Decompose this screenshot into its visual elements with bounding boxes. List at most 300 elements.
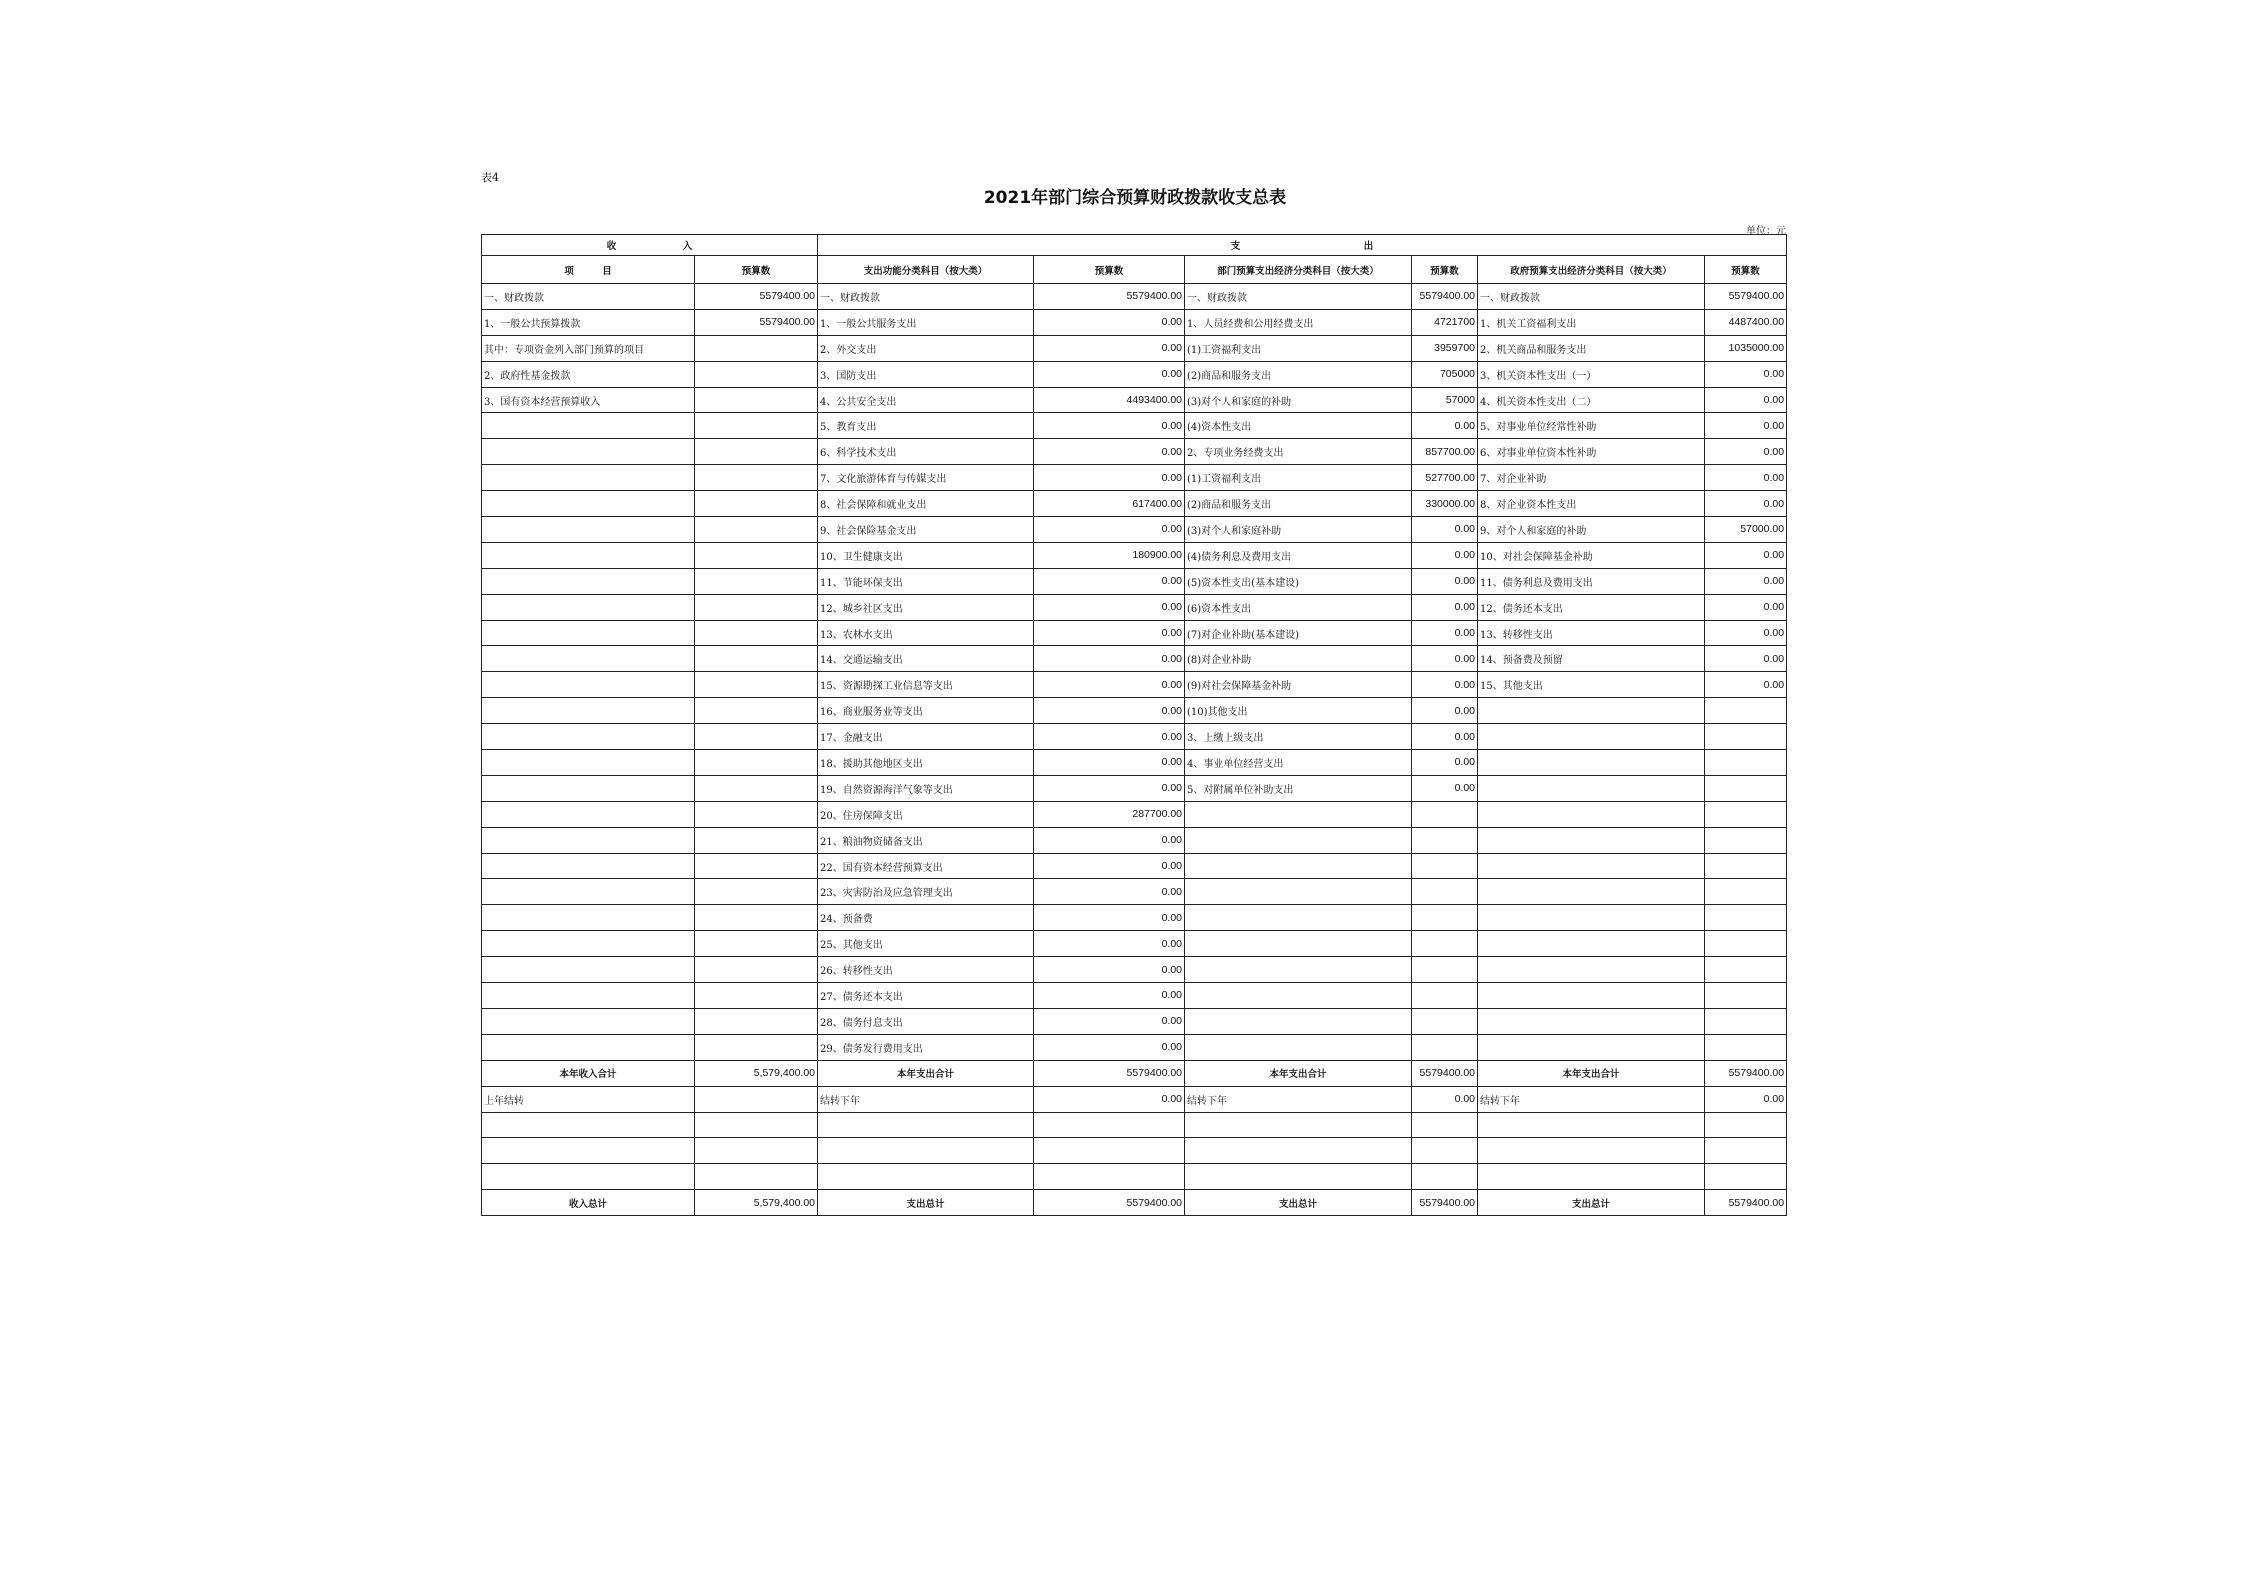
func-budget-cell: 0.00 (1034, 517, 1185, 543)
gov-econ-budget-cell: 0.00 (1705, 568, 1787, 594)
document-title: 2021年部门综合预算财政拨款收支总表 (983, 188, 1287, 208)
func-budget-cell: 0.00 (1034, 879, 1185, 905)
gov-econ-item-cell: 1、机关工资福利支出 (1478, 309, 1705, 335)
func-budget-cell: 0.00 (1034, 983, 1185, 1009)
dept-econ-item-cell: (9)对社会保障基金补助 (1185, 672, 1412, 698)
income-item-total-cell: 收入总计 (482, 1190, 695, 1216)
income-item-cell: 3、国有资本经营预算收入 (482, 387, 695, 413)
func-budget-cell: 0.00 (1034, 335, 1185, 361)
gov-econ-budget-cell: 4487400.00 (1705, 309, 1787, 335)
gov-econ-budget-cell (1705, 724, 1787, 750)
income-item-cell (482, 542, 695, 568)
func-item-subtotal-cell: 本年支出合计 (818, 1060, 1034, 1086)
table-row (482, 1008, 1787, 1034)
income-item-cell (482, 905, 695, 931)
table-row (482, 853, 1787, 879)
table-row (482, 594, 1787, 620)
table-row (482, 335, 1787, 361)
income-budget-carry-cell (695, 1086, 818, 1112)
func-item-cell: 4、公共安全支出 (818, 387, 1034, 413)
unit-label: 单位：元 (1746, 226, 1786, 237)
income-item-cell (482, 983, 695, 1009)
gov-econ-item-cell (1478, 698, 1705, 724)
table-row (482, 646, 1787, 672)
blank-cell (818, 1164, 1034, 1190)
blank-cell (482, 1138, 695, 1164)
income-budget-cell (695, 387, 818, 413)
gov-econ-item-total-cell: 支出总计 (1478, 1190, 1705, 1216)
func-item-cell: 13、农林水支出 (818, 620, 1034, 646)
func-budget-cell: 0.00 (1034, 698, 1185, 724)
income-item-cell (482, 646, 695, 672)
income-item-cell (482, 1034, 695, 1060)
table-row (482, 413, 1787, 439)
dept-econ-item-cell: (10)其他支出 (1185, 698, 1412, 724)
dept-econ-budget-cell: 4721700 (1412, 309, 1478, 335)
func-item-cell: 9、社会保险基金支出 (818, 517, 1034, 543)
func-item-cell: 22、国有资本经营预算支出 (818, 853, 1034, 879)
blank-cell (1705, 1164, 1787, 1190)
dept-econ-budget-cell: 5579400.00 (1412, 284, 1478, 310)
func-item-cell: 21、粮油物资储备支出 (818, 827, 1034, 853)
func-item-cell: 29、债务发行费用支出 (818, 1034, 1034, 1060)
dept-econ-budget-cell: 330000.00 (1412, 491, 1478, 517)
func-item-cell: 20、住房保障支出 (818, 801, 1034, 827)
dept-econ-item-cell: 一、财政拨款 (1185, 284, 1412, 310)
blank-cell (695, 1138, 818, 1164)
income-item-cell: 其中：专项资金列入部门预算的项目 (482, 335, 695, 361)
dept-econ-item-cell: 4、事业单位经营支出 (1185, 750, 1412, 776)
gov-econ-budget-cell (1705, 1034, 1787, 1060)
gov-econ-item-cell: 10、对社会保障基金补助 (1478, 542, 1705, 568)
table-row (482, 879, 1787, 905)
func-budget-cell: 0.00 (1034, 827, 1185, 853)
func-item-cell: 23、灾害防治及应急管理支出 (818, 879, 1034, 905)
income-item-cell (482, 879, 695, 905)
dept-econ-item-cell: (4)资本性支出 (1185, 413, 1412, 439)
blank-cell (818, 1112, 1034, 1138)
income-budget-subtotal-cell: 5,579,400.00 (695, 1060, 818, 1086)
dept-econ-budget-cell: 705000 (1412, 361, 1478, 387)
income-item-cell: 2、政府性基金拨款 (482, 361, 695, 387)
func-item-cell: 1、一般公共服务支出 (818, 309, 1034, 335)
gov-econ-item-cell: 3、机关资本性支出（一） (1478, 361, 1705, 387)
gov-econ-budget-total-cell: 5579400.00 (1705, 1190, 1787, 1216)
func-item-cell: 6、科学技术支出 (818, 439, 1034, 465)
income-item-carry-cell: 上年结转 (482, 1086, 695, 1112)
func-budget-cell: 0.00 (1034, 905, 1185, 931)
income-item-cell (482, 568, 695, 594)
func-item-cell: 一、财政拨款 (818, 284, 1034, 310)
income-item-cell: 一、财政拨款 (482, 284, 695, 310)
gov-econ-item-carry-cell: 结转下年 (1478, 1086, 1705, 1112)
blank-cell (818, 1138, 1034, 1164)
gov-econ-budget-cell: 0.00 (1705, 361, 1787, 387)
dept-econ-budget-cell: 0.00 (1412, 724, 1478, 750)
gov-econ-budget-cell (1705, 879, 1787, 905)
dept-econ-item-cell: (2)商品和服务支出 (1185, 491, 1412, 517)
dept-econ-item-cell (1185, 983, 1412, 1009)
dept-econ-budget-cell: 0.00 (1412, 620, 1478, 646)
dept-econ-budget-cell: 0.00 (1412, 672, 1478, 698)
dept-econ-budget-cell: 3959700 (1412, 335, 1478, 361)
income-item-cell (482, 620, 695, 646)
income-budget-cell (695, 517, 818, 543)
income-budget-cell (695, 775, 818, 801)
income-budget-cell (695, 750, 818, 776)
gov-econ-budget-cell (1705, 905, 1787, 931)
func-item-cell: 14、交通运输支出 (818, 646, 1034, 672)
income-item-cell (482, 724, 695, 750)
income-budget-cell (695, 672, 818, 698)
table-row (482, 801, 1787, 827)
table-row (482, 698, 1787, 724)
func-item-cell: 26、转移性支出 (818, 957, 1034, 983)
income-item-cell (482, 931, 695, 957)
gov-econ-item-cell (1478, 879, 1705, 905)
func-item-cell: 3、国防支出 (818, 361, 1034, 387)
dept-econ-item-subtotal-cell: 本年支出合计 (1185, 1060, 1412, 1086)
blank-row (482, 1112, 1787, 1138)
dept-econ-budget-cell: 527700.00 (1412, 465, 1478, 491)
func-budget-cell: 0.00 (1034, 1034, 1185, 1060)
gov-econ-budget-cell (1705, 957, 1787, 983)
gov-econ-budget-cell (1705, 775, 1787, 801)
gov-econ-budget-cell: 0.00 (1705, 646, 1787, 672)
dept-econ-budget-cell: 0.00 (1412, 542, 1478, 568)
func-budget-cell: 4493400.00 (1034, 387, 1185, 413)
dept-econ-budget-cell (1412, 1034, 1478, 1060)
dept-econ-item-cell: (8)对企业补助 (1185, 646, 1412, 672)
func-budget-cell: 0.00 (1034, 309, 1185, 335)
column-header-row (482, 256, 1787, 284)
dept-econ-item-total-cell: 支出总计 (1185, 1190, 1412, 1216)
blank-cell (1034, 1138, 1185, 1164)
income-budget-cell (695, 542, 818, 568)
income-budget-cell: 5579400.00 (695, 309, 818, 335)
table-row (482, 905, 1787, 931)
income-item-cell (482, 465, 695, 491)
func-budget-cell: 0.00 (1034, 568, 1185, 594)
func-item-cell: 2、外交支出 (818, 335, 1034, 361)
income-budget-cell (695, 620, 818, 646)
gov-econ-item-cell: 14、预备费及预留 (1478, 646, 1705, 672)
table-row (482, 1034, 1787, 1060)
col-header-gov-econ-budget: 预算数 (1705, 256, 1787, 284)
col-header-dept-econ-class: 部门预算支出经济分类科目（按大类） (1185, 256, 1412, 284)
func-budget-cell: 0.00 (1034, 413, 1185, 439)
gov-econ-budget-cell: 5579400.00 (1705, 284, 1787, 310)
dept-econ-item-cell: (3)对个人和家庭的补助 (1185, 387, 1412, 413)
blank-cell (695, 1112, 818, 1138)
income-budget-cell (695, 594, 818, 620)
dept-econ-item-cell: (5)资本性支出(基本建设) (1185, 568, 1412, 594)
func-budget-cell: 0.00 (1034, 931, 1185, 957)
income-budget-cell (695, 931, 818, 957)
dept-econ-budget-cell (1412, 853, 1478, 879)
dept-econ-item-cell: (1)工资福利支出 (1185, 465, 1412, 491)
blank-cell (482, 1164, 695, 1190)
func-budget-cell: 0.00 (1034, 646, 1185, 672)
dept-econ-item-cell (1185, 931, 1412, 957)
table-row (482, 750, 1787, 776)
subtotal-row (482, 1060, 1787, 1086)
func-item-carry-cell: 结转下年 (818, 1086, 1034, 1112)
table-row (482, 620, 1787, 646)
dept-econ-item-cell: (1)工资福利支出 (1185, 335, 1412, 361)
gov-econ-item-cell: 7、对企业补助 (1478, 465, 1705, 491)
dept-econ-item-cell (1185, 879, 1412, 905)
income-budget-cell (695, 361, 818, 387)
gov-econ-item-cell: 9、对个人和家庭的补助 (1478, 517, 1705, 543)
blank-cell (695, 1164, 818, 1190)
func-budget-cell: 617400.00 (1034, 491, 1185, 517)
gov-econ-item-cell (1478, 827, 1705, 853)
income-budget-cell (695, 801, 818, 827)
blank-cell (1705, 1112, 1787, 1138)
income-item-cell (482, 439, 695, 465)
income-item-subtotal-cell: 本年收入合计 (482, 1060, 695, 1086)
gov-econ-item-cell: 2、机关商品和服务支出 (1478, 335, 1705, 361)
gov-econ-budget-cell (1705, 750, 1787, 776)
func-item-cell: 24、预备费 (818, 905, 1034, 931)
func-item-cell: 10、卫生健康支出 (818, 542, 1034, 568)
col-header-item: 项 目 (482, 256, 695, 284)
income-section-header: 收 入 (482, 235, 818, 256)
dept-econ-budget-cell: 0.00 (1412, 646, 1478, 672)
gov-econ-budget-subtotal-cell: 5579400.00 (1705, 1060, 1787, 1086)
table-row (482, 724, 1787, 750)
gov-econ-item-cell: 4、机关资本性支出（二） (1478, 387, 1705, 413)
dept-econ-item-cell: 3、上缴上级支出 (1185, 724, 1412, 750)
dept-econ-budget-cell (1412, 905, 1478, 931)
budget-table (481, 234, 1787, 1216)
blank-cell (1185, 1112, 1412, 1138)
func-item-cell: 8、社会保障和就业支出 (818, 491, 1034, 517)
income-budget-cell (695, 827, 818, 853)
income-item-cell (482, 698, 695, 724)
income-budget-cell (695, 1008, 818, 1034)
blank-cell (1705, 1138, 1787, 1164)
table-row (482, 542, 1787, 568)
col-header-income-budget: 预算数 (695, 256, 818, 284)
income-budget-cell (695, 1034, 818, 1060)
blank-row (482, 1164, 1787, 1190)
gov-econ-budget-cell: 57000.00 (1705, 517, 1787, 543)
gov-econ-budget-cell (1705, 853, 1787, 879)
blank-cell (1185, 1164, 1412, 1190)
gov-econ-item-cell (1478, 853, 1705, 879)
col-header-dept-econ-budget: 预算数 (1412, 256, 1478, 284)
table-row (482, 568, 1787, 594)
func-budget-cell: 0.00 (1034, 594, 1185, 620)
gov-econ-budget-cell: 0.00 (1705, 620, 1787, 646)
table-row (482, 361, 1787, 387)
income-item-cell (482, 1008, 695, 1034)
gov-econ-item-cell (1478, 1034, 1705, 1060)
table-number: 表4 (481, 171, 499, 184)
dept-econ-budget-cell: 0.00 (1412, 568, 1478, 594)
gov-econ-budget-cell (1705, 1008, 1787, 1034)
dept-econ-budget-cell: 57000 (1412, 387, 1478, 413)
dept-econ-budget-cell (1412, 1008, 1478, 1034)
table-row (482, 827, 1787, 853)
income-budget-cell (695, 335, 818, 361)
income-item-cell (482, 491, 695, 517)
blank-cell (1478, 1138, 1705, 1164)
col-header-gov-econ-class: 政府预算支出经济分类科目（按大类） (1478, 256, 1705, 284)
gov-econ-item-cell: 8、对企业资本性支出 (1478, 491, 1705, 517)
table-row (482, 465, 1787, 491)
dept-econ-budget-cell (1412, 983, 1478, 1009)
table-row (482, 491, 1787, 517)
income-budget-cell (695, 905, 818, 931)
dept-econ-budget-cell: 857700.00 (1412, 439, 1478, 465)
income-budget-cell (695, 983, 818, 1009)
table-row (482, 284, 1787, 310)
func-budget-cell: 287700.00 (1034, 801, 1185, 827)
blank-cell (482, 1112, 695, 1138)
expense-section-header: 支 出 (818, 235, 1787, 256)
income-budget-cell: 5579400.00 (695, 284, 818, 310)
dept-econ-item-cell: (3)对个人和家庭补助 (1185, 517, 1412, 543)
dept-econ-item-cell: (6)资本性支出 (1185, 594, 1412, 620)
dept-econ-item-cell: (2)商品和服务支出 (1185, 361, 1412, 387)
gov-econ-item-cell (1478, 750, 1705, 776)
section-header-row (482, 235, 1787, 256)
gov-econ-budget-cell: 0.00 (1705, 672, 1787, 698)
income-item-cell (482, 957, 695, 983)
dept-econ-budget-cell (1412, 827, 1478, 853)
gov-econ-item-cell: 13、转移性支出 (1478, 620, 1705, 646)
income-budget-cell (695, 879, 818, 905)
dept-econ-item-cell: 1、人员经费和公用经费支出 (1185, 309, 1412, 335)
income-item-cell (482, 775, 695, 801)
income-item-cell (482, 801, 695, 827)
dept-econ-budget-cell: 0.00 (1412, 750, 1478, 776)
gov-econ-budget-cell (1705, 698, 1787, 724)
func-budget-total-cell: 5579400.00 (1034, 1190, 1185, 1216)
func-budget-cell: 0.00 (1034, 775, 1185, 801)
func-budget-cell: 0.00 (1034, 672, 1185, 698)
col-header-func-class: 支出功能分类科目（按大类） (818, 256, 1034, 284)
gov-econ-budget-cell (1705, 801, 1787, 827)
gov-econ-item-cell: 一、财政拨款 (1478, 284, 1705, 310)
dept-econ-budget-cell (1412, 957, 1478, 983)
dept-econ-item-cell: (4)债务利息及费用支出 (1185, 542, 1412, 568)
gov-econ-budget-cell: 0.00 (1705, 594, 1787, 620)
dept-econ-budget-cell: 0.00 (1412, 698, 1478, 724)
table-row (482, 775, 1787, 801)
dept-econ-budget-subtotal-cell: 5579400.00 (1412, 1060, 1478, 1086)
table-row (482, 439, 1787, 465)
func-item-cell: 19、自然资源海洋气象等支出 (818, 775, 1034, 801)
dept-econ-item-cell (1185, 1008, 1412, 1034)
dept-econ-item-cell (1185, 1034, 1412, 1060)
func-item-cell: 15、资源勘探工业信息等支出 (818, 672, 1034, 698)
gov-econ-budget-cell: 0.00 (1705, 542, 1787, 568)
income-budget-cell (695, 439, 818, 465)
grand-total-row (482, 1190, 1787, 1216)
func-item-cell: 28、债务付息支出 (818, 1008, 1034, 1034)
gov-econ-item-cell: 11、债务利息及费用支出 (1478, 568, 1705, 594)
func-budget-cell: 0.00 (1034, 439, 1185, 465)
dept-econ-budget-cell: 0.00 (1412, 594, 1478, 620)
table-row (482, 957, 1787, 983)
gov-econ-item-cell (1478, 957, 1705, 983)
func-budget-cell: 0.00 (1034, 361, 1185, 387)
gov-econ-budget-cell: 0.00 (1705, 439, 1787, 465)
dept-econ-budget-cell (1412, 801, 1478, 827)
carry-over-row (482, 1086, 1787, 1112)
dept-econ-item-cell: 2、专项业务经费支出 (1185, 439, 1412, 465)
table-row (482, 309, 1787, 335)
dept-econ-item-cell (1185, 957, 1412, 983)
blank-cell (1034, 1112, 1185, 1138)
blank-cell (1478, 1112, 1705, 1138)
func-budget-cell: 0.00 (1034, 724, 1185, 750)
income-budget-cell (695, 465, 818, 491)
gov-econ-item-cell (1478, 905, 1705, 931)
gov-econ-budget-cell: 0.00 (1705, 465, 1787, 491)
table-row (482, 517, 1787, 543)
gov-econ-item-cell (1478, 801, 1705, 827)
func-budget-cell: 5579400.00 (1034, 284, 1185, 310)
func-item-cell: 11、节能环保支出 (818, 568, 1034, 594)
dept-econ-item-cell (1185, 827, 1412, 853)
blank-cell (1185, 1138, 1412, 1164)
gov-econ-budget-cell (1705, 983, 1787, 1009)
income-item-cell (482, 594, 695, 620)
income-item-cell (482, 853, 695, 879)
func-budget-cell: 0.00 (1034, 1008, 1185, 1034)
table-row (482, 387, 1787, 413)
gov-econ-item-cell: 5、对事业单位经常性补助 (1478, 413, 1705, 439)
dept-econ-budget-cell (1412, 931, 1478, 957)
func-budget-cell: 0.00 (1034, 853, 1185, 879)
gov-econ-item-cell (1478, 983, 1705, 1009)
func-item-cell: 18、援助其他地区支出 (818, 750, 1034, 776)
income-item-cell (482, 517, 695, 543)
dept-econ-budget-cell (1412, 879, 1478, 905)
func-item-cell: 12、城乡社区支出 (818, 594, 1034, 620)
income-budget-cell (695, 646, 818, 672)
dept-econ-budget-cell: 0.00 (1412, 517, 1478, 543)
func-item-cell: 17、金融支出 (818, 724, 1034, 750)
gov-econ-item-cell (1478, 724, 1705, 750)
dept-econ-budget-total-cell: 5579400.00 (1412, 1190, 1478, 1216)
blank-cell (1412, 1112, 1478, 1138)
blank-cell (1478, 1164, 1705, 1190)
dept-econ-item-carry-cell: 结转下年 (1185, 1086, 1412, 1112)
income-budget-cell (695, 568, 818, 594)
blank-cell (1412, 1164, 1478, 1190)
income-budget-cell (695, 724, 818, 750)
gov-econ-item-cell (1478, 1008, 1705, 1034)
dept-econ-item-cell (1185, 905, 1412, 931)
income-budget-cell (695, 413, 818, 439)
blank-cell (1034, 1164, 1185, 1190)
dept-econ-item-cell: 5、对附属单位补助支出 (1185, 775, 1412, 801)
income-budget-cell (695, 853, 818, 879)
income-item-cell: 1、一般公共预算拨款 (482, 309, 695, 335)
income-budget-cell (695, 698, 818, 724)
income-budget-cell (695, 957, 818, 983)
func-item-cell: 16、商业服务业等支出 (818, 698, 1034, 724)
func-budget-cell: 0.00 (1034, 620, 1185, 646)
gov-econ-budget-cell (1705, 931, 1787, 957)
blank-row (482, 1138, 1787, 1164)
